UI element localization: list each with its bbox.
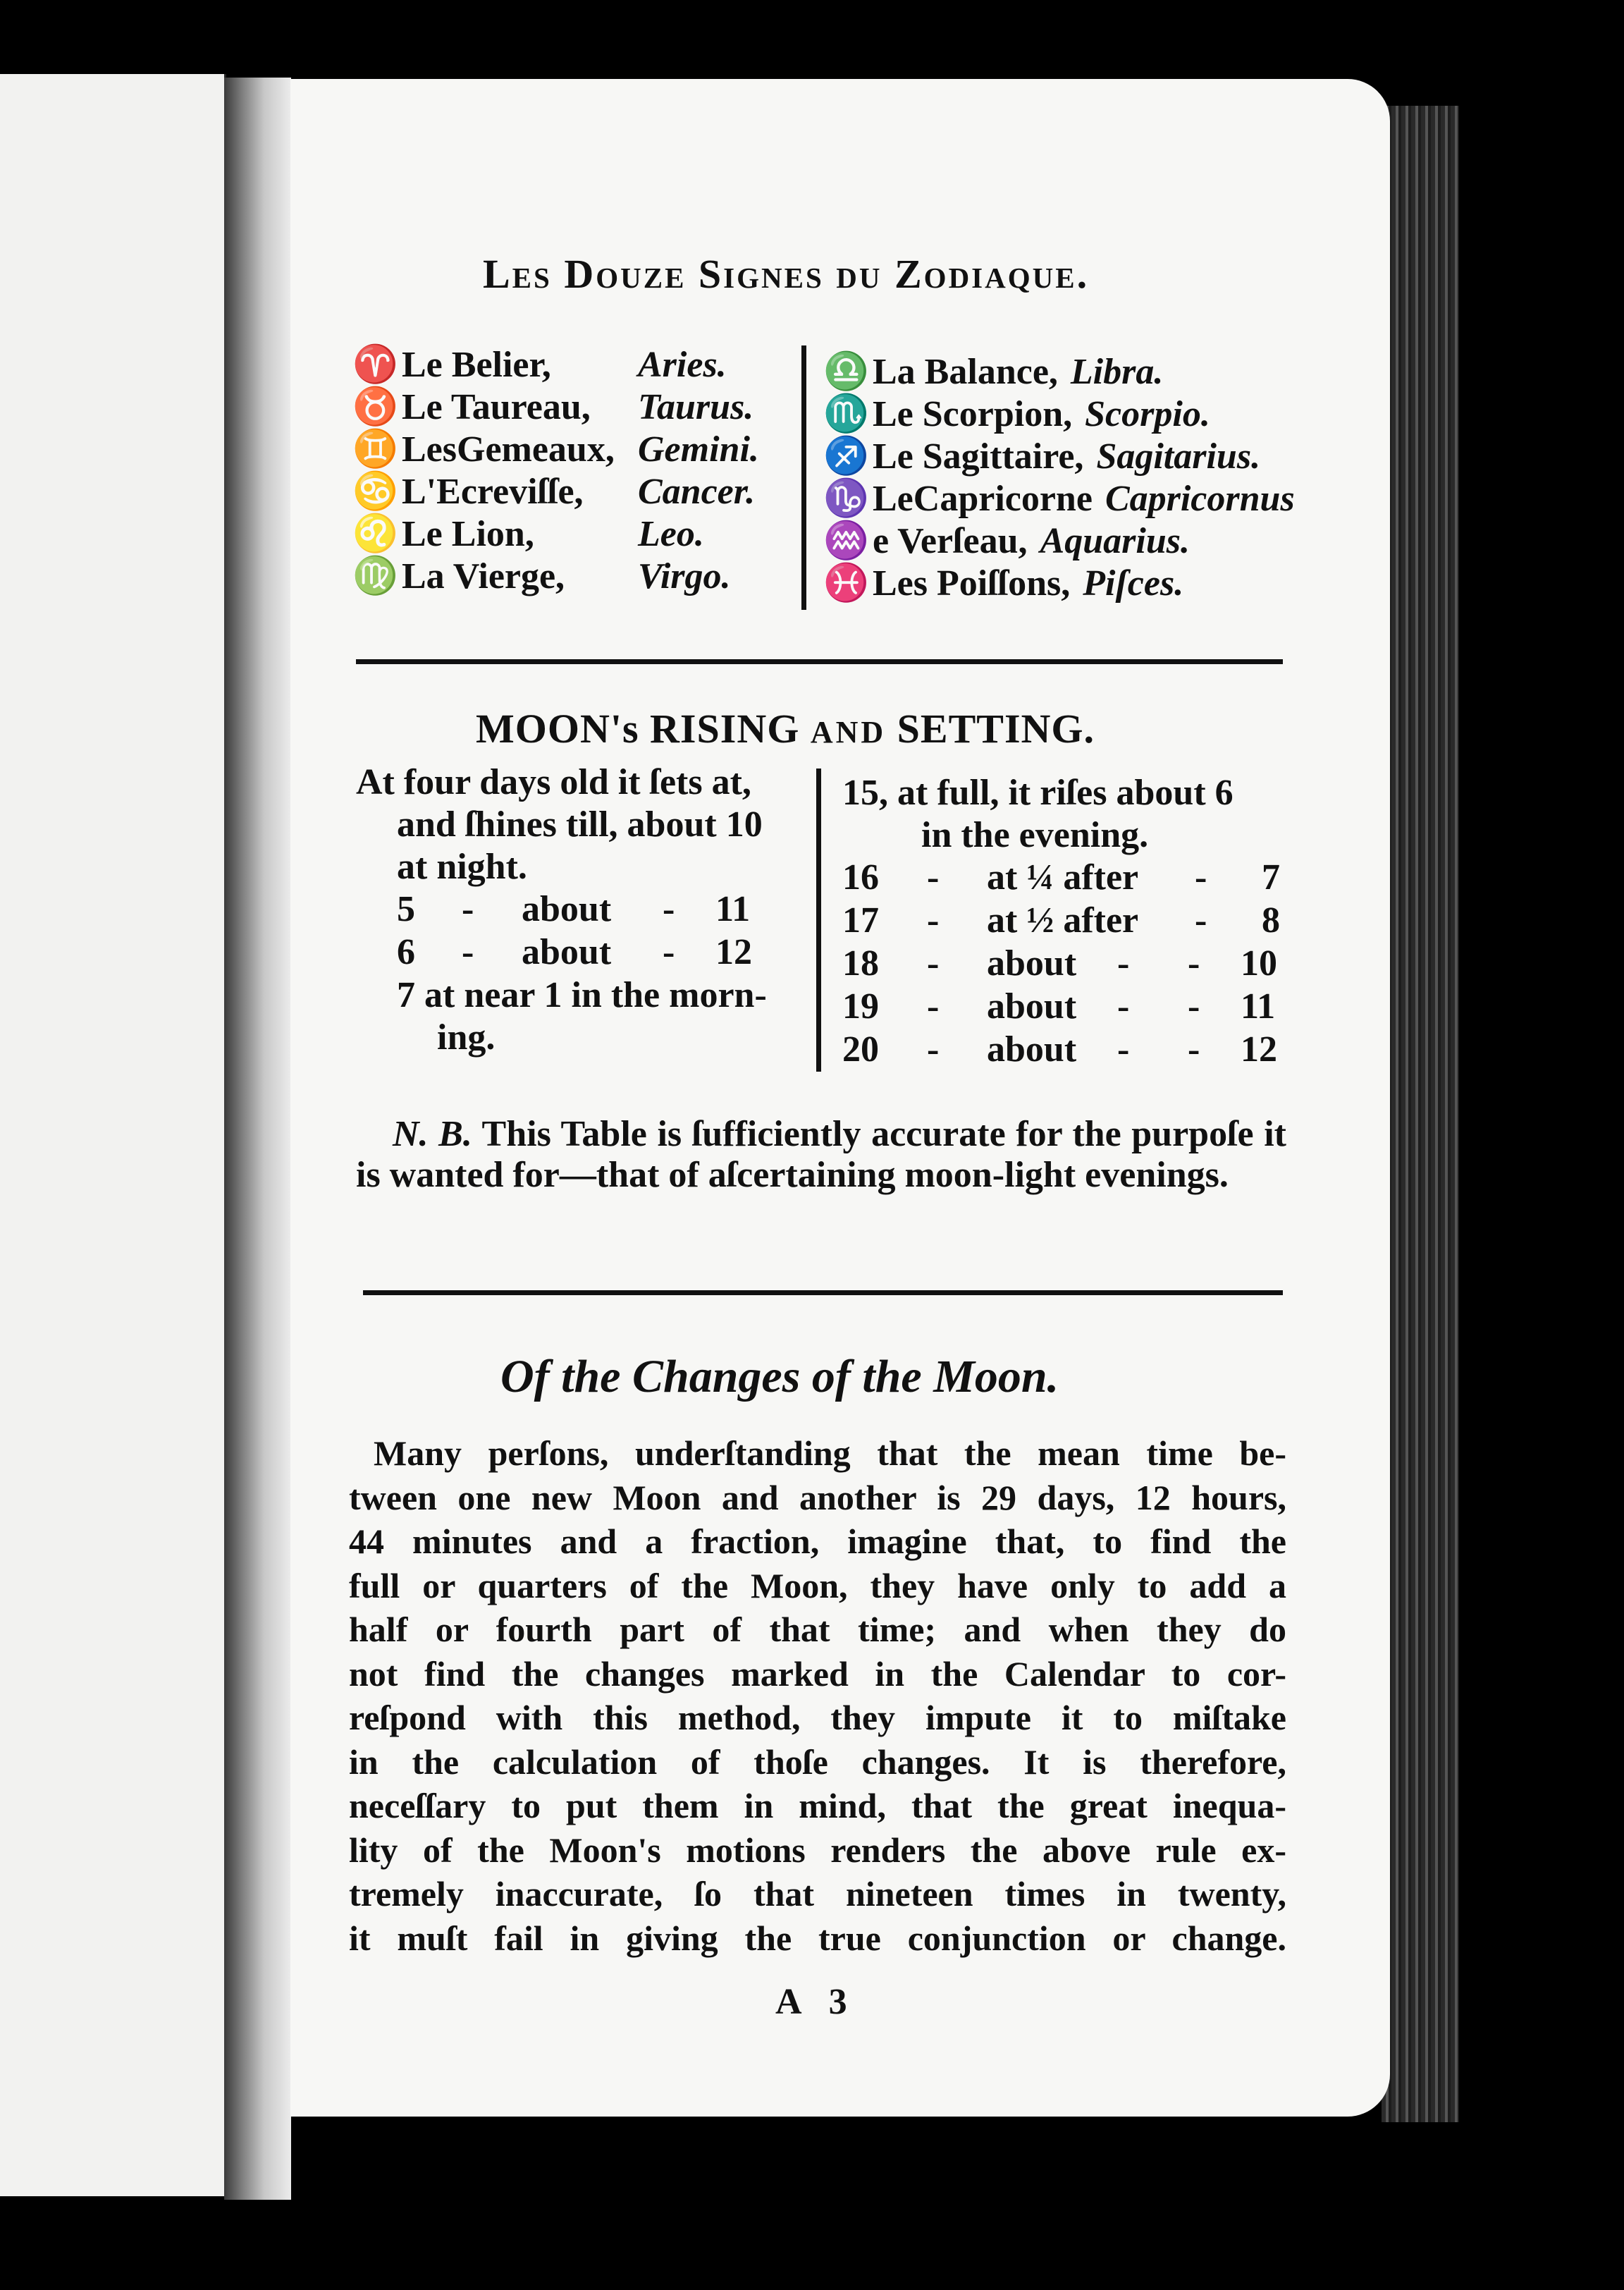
moon-word: about: [522, 932, 612, 972]
nb-label: N. B.: [393, 1114, 472, 1154]
zodiac-left-column: [352, 344, 759, 598]
zodiac-latin: Leo.: [638, 514, 704, 554]
moon-word: about: [987, 943, 1077, 984]
zodiac-row: [823, 351, 1295, 393]
moon-dash: -: [1117, 1029, 1130, 1070]
zodiac-french: Le Lion,: [402, 514, 534, 554]
moon-line: and ſhines till, about 10: [397, 804, 763, 845]
body-line: neceſſary to put them in mind, that the great inequa-: [349, 1786, 1286, 1825]
zodiac-latin: Libra.: [1070, 352, 1164, 392]
zodiac-latin: Scorpio.: [1085, 394, 1210, 434]
body-line: lity of the Moon's motions renders the above rule ex-: [349, 1830, 1286, 1870]
zodiac-latin: Gemini.: [638, 429, 759, 470]
zodiac-french: e Verſeau,: [873, 521, 1028, 561]
zodiac-row: [352, 556, 731, 598]
moon-left-column: [356, 761, 767, 1059]
zodiac-row: [352, 471, 756, 513]
zodiac-latin: Sagitarius.: [1096, 436, 1261, 477]
aries-icon: ♈: [352, 345, 398, 385]
scorpio-icon: ♏: [823, 394, 869, 434]
zodiac-row: [823, 520, 1295, 563]
zodiac-french: LeCapricorne: [873, 479, 1093, 519]
moon-row: [842, 1029, 1293, 1072]
zodiac-latin: Cancer.: [638, 472, 756, 512]
moon-hour: 7: [1262, 857, 1280, 898]
moon-line: 15, at full, it riſes about 6: [842, 773, 1234, 813]
gemini-icon: ♊: [352, 429, 398, 470]
zodiac-french: La Balance,: [873, 352, 1058, 392]
moon-day: 20: [842, 1029, 879, 1070]
nb-text: This Table is ſufficiently accurate for the purpoſe it is wanted for—that of aſcertaining moon-light evenings.: [356, 1114, 1286, 1195]
zodiac-column-divider: [801, 345, 806, 610]
zodiac-latin: Capricornus: [1105, 479, 1295, 519]
cancer-icon: ♋: [352, 472, 398, 512]
moon-word: about: [987, 1029, 1077, 1070]
moon-word: at ½ after: [987, 900, 1139, 941]
libra-icon: ♎: [823, 352, 869, 392]
moon-title-part: SETTING.: [897, 706, 1095, 752]
moon-hour: 12: [715, 932, 752, 972]
zodiac-row: [823, 478, 1295, 520]
moon-line: ing.: [437, 1017, 496, 1058]
section-rule: [356, 659, 1283, 664]
moon-right-column: [842, 772, 1293, 1072]
zodiac-french: Le Scorpion,: [873, 394, 1073, 434]
zodiac-row: [823, 563, 1295, 605]
body-line: not find the changes marked in the Calendar to cor-: [349, 1653, 1286, 1694]
zodiac-french: LesGemeaux,: [402, 429, 615, 470]
moon-dash: -: [927, 857, 940, 898]
moon-day: 17: [842, 900, 879, 941]
moon-dash: -: [927, 900, 940, 941]
section-rule: [363, 1290, 1283, 1295]
moon-dash: -: [927, 986, 940, 1027]
moon-dash: -: [462, 932, 474, 972]
moon-dash: -: [927, 1029, 940, 1070]
moon-dash: -: [462, 889, 474, 929]
moon-dash: -: [1188, 1029, 1200, 1070]
moon-column-divider: [816, 769, 821, 1072]
facing-page: [0, 74, 226, 2196]
zodiac-french: La Vierge,: [402, 556, 565, 596]
moon-day: 6: [397, 932, 415, 972]
zodiac-latin: Aries.: [638, 345, 727, 385]
aquarius-icon: ♒: [823, 521, 869, 561]
moon-day: 19: [842, 986, 879, 1027]
zodiac-french: Les Poiſſons,: [873, 563, 1071, 604]
moon-dash: -: [1195, 857, 1207, 898]
moon-row: [356, 931, 767, 974]
moon-hour: 11: [715, 889, 751, 929]
zodiac-latin: Virgo.: [638, 556, 731, 596]
zodiac-french: Le Taureau,: [402, 387, 591, 427]
moon-word: about: [522, 889, 612, 929]
zodiac-row: [352, 386, 754, 429]
changes-body: [349, 1431, 1286, 1960]
moon-dash: -: [1195, 900, 1207, 941]
moon-day: 16: [842, 857, 879, 898]
moon-title-part: MOON's RISING: [476, 706, 800, 752]
zodiac-right-column: [823, 351, 1295, 605]
page-edges: [1382, 106, 1459, 2122]
nota-bene: [356, 1114, 1286, 1196]
leo-icon: ♌: [352, 514, 398, 554]
zodiac-french: Le Belier,: [402, 345, 551, 385]
body-line: in the calculation of thoſe changes. It is therefore,: [349, 1741, 1286, 1782]
moon-hour: 11: [1241, 986, 1276, 1027]
moon-day: 18: [842, 943, 879, 984]
moon-dash: -: [1188, 986, 1200, 1027]
virgo-icon: ♍: [352, 556, 398, 596]
body-line: 44 minutes and a fraction, imagine that, to find the: [349, 1521, 1286, 1561]
moon-line: 7 at near 1 in the morn-: [397, 975, 767, 1015]
moon-hour: 8: [1262, 900, 1280, 941]
body-line: reſpond with this method, they impute it to miſtake: [349, 1698, 1286, 1737]
body-line: Many perſons, underſtanding that the mean time be-: [374, 1433, 1286, 1473]
pisces-icon: ♓: [823, 563, 869, 604]
zodiac-title: Les Douze Signes du Zodiaque.: [483, 251, 1090, 297]
moon-row: [842, 857, 1293, 900]
moon-dash: -: [663, 889, 675, 929]
zodiac-row: [823, 393, 1295, 436]
zodiac-row: [352, 429, 759, 471]
moon-word: at ¼ after: [987, 857, 1139, 898]
moon-dash: -: [663, 932, 675, 972]
page-signature: A 3: [775, 1982, 857, 2022]
zodiac-latin: Taurus.: [638, 387, 754, 427]
moon-title: [476, 705, 1095, 752]
moon-word: about: [987, 986, 1077, 1027]
moon-hour: 10: [1241, 943, 1277, 984]
book-gutter: [224, 78, 291, 2200]
zodiac-french: Le Sagittaire,: [873, 436, 1084, 477]
moon-row: [842, 986, 1293, 1029]
body-line: it muſt fail in giving the true conjunction or change.: [349, 1918, 1286, 1958]
changes-title: Of the Changes of the Moon.: [500, 1351, 1059, 1402]
moon-day: 5: [397, 889, 415, 929]
zodiac-latin: Aquarius.: [1040, 521, 1190, 561]
body-line: tween one new Moon and another is 29 days, 12 hours,: [349, 1477, 1286, 1517]
capricorn-icon: ♑: [823, 479, 869, 519]
moon-row: [842, 900, 1293, 943]
moon-title-part: AND: [810, 715, 887, 749]
moon-dash: -: [927, 943, 940, 984]
zodiac-latin: Piſces.: [1083, 563, 1184, 604]
body-line: tremely inaccurate, ſo that nineteen times in twenty,: [349, 1874, 1286, 1914]
zodiac-french: L'Ecreviſſe,: [402, 472, 584, 512]
moon-row: [842, 943, 1293, 986]
zodiac-row: [823, 436, 1295, 478]
moon-hour: 12: [1241, 1029, 1277, 1070]
moon-dash: -: [1188, 943, 1200, 984]
body-line: full or quarters of the Moon, they have only to add a: [349, 1565, 1286, 1605]
body-line: half or fourth part of that time; and when they do: [349, 1610, 1286, 1649]
zodiac-row: [352, 513, 704, 556]
moon-dash: -: [1117, 986, 1130, 1027]
moon-line: At four days old it ſets at,: [356, 762, 751, 802]
moon-line: at night.: [397, 847, 527, 887]
moon-line: in the evening.: [921, 815, 1149, 855]
sagittarius-icon: ♐: [823, 436, 869, 477]
moon-dash: -: [1117, 943, 1130, 984]
taurus-icon: ♉: [352, 387, 398, 427]
moon-row: [356, 888, 767, 931]
zodiac-row: [352, 344, 727, 386]
